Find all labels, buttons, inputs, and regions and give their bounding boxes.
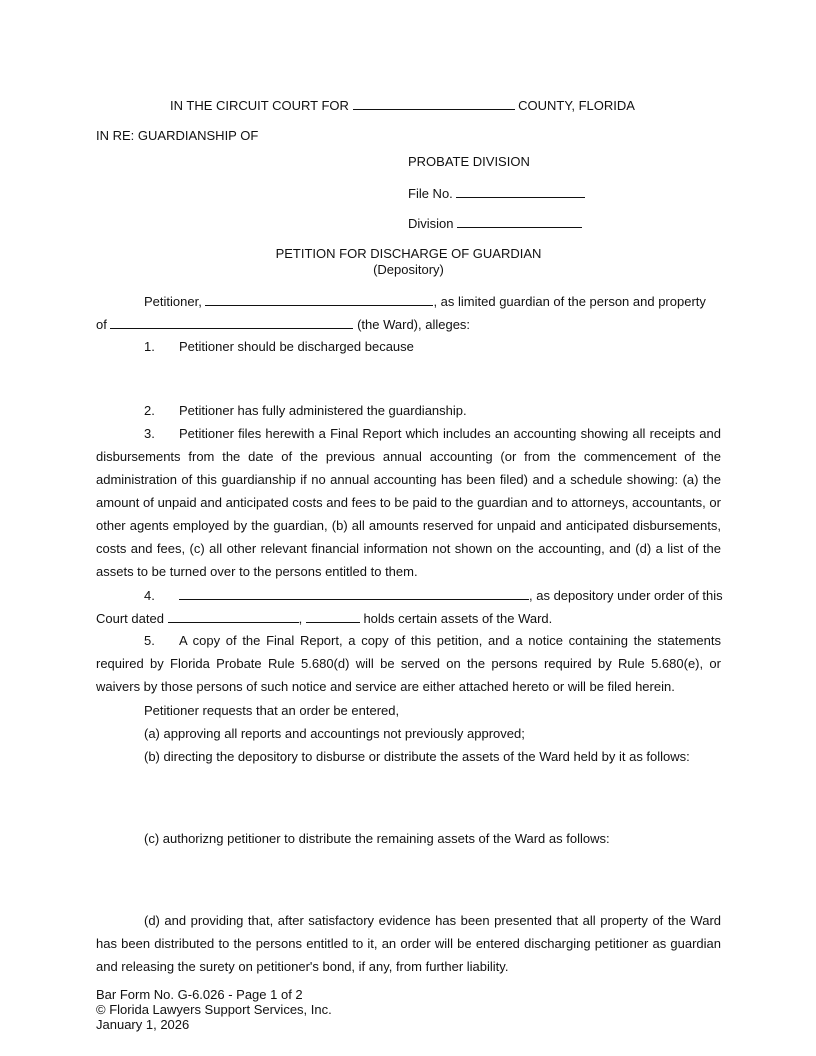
request-c: (c) authorizng petitioner to distribute the remaining assets of the Ward as follows: — [144, 831, 610, 846]
court-prefix: IN THE CIRCUIT COURT FOR — [170, 98, 349, 113]
request-d: (d) and providing that, after satisfactory evidence has been presented that all property of the Ward has been distributed to the persons entitled to it, an order will be entered discharging petitioner as guardian and releasing the surety on petitioner's bond, if any, from further liability. — [96, 913, 721, 974]
item-1-text: Petitioner should be discharged because — [179, 339, 414, 354]
file-no-field — [408, 185, 585, 201]
form-date: January 1, 2026 — [96, 1017, 190, 1032]
as-guardian-text: , as limited guardian of the person and property — [433, 294, 706, 309]
court-dated-label: Court dated — [96, 611, 164, 626]
file-no-blank[interactable] — [456, 185, 585, 198]
item-4-holds-text: holds certain assets of the Ward. — [363, 611, 553, 626]
item-3-text: Petitioner files herewith a Final Report which includes an accounting showing all receipts and disbursements from the date of the previous annual accounting (or from the commencement of the administration of this guardianship if no annual accounting has been filed) and a schedule showing: (a) the amount of unpaid and anticipated costs and fees to be paid to the guardian and to attorneys, accountants, or other agents employed by the guardian, (b) all amounts reserved for unpaid and anticipated disbursements, costs and fees, (c) all other relevant financial information not shown on the accounting, and (d) a list of the assets to be turned over to the persons entitled to them. — [96, 426, 721, 579]
item-5-text: A copy of the Final Report, a copy of this petition, and a notice containing the statements required by Florida Probate Rule 5.680(d) will be served on the persons required by Rule 5.680(e), or waivers by those persons of such notice and service are either attached hereto or will be filed herein. — [96, 633, 721, 694]
petitioner-name-blank[interactable] — [205, 293, 433, 306]
petitioner-label: Petitioner, — [144, 294, 202, 309]
copyright-line: © Florida Lawyers Support Services, Inc. — [96, 1002, 332, 1017]
item-3-number: 3. — [144, 426, 155, 441]
item-2 — [144, 403, 467, 418]
file-no-label: File No. — [408, 186, 453, 201]
in-re-label: IN RE: GUARDIANSHIP OF — [96, 128, 259, 143]
county-blank[interactable] — [353, 97, 515, 110]
request-b: (b) directing the depository to disburse or distribute the assets of the Ward held by it as follows: — [144, 749, 690, 764]
form-number: Bar Form No. G-6.026 - Page 1 of 2 — [96, 987, 303, 1002]
item-1 — [144, 339, 414, 354]
item-4-depository-text: , as depository under order of this — [529, 588, 723, 603]
petitioner-line — [144, 293, 706, 309]
order-year-blank[interactable] — [306, 610, 360, 623]
requests-intro: Petitioner requests that an order be entered, — [144, 703, 400, 718]
item-2-text: Petitioner has fully administered the guardianship. — [179, 403, 467, 418]
document-title — [96, 246, 721, 278]
of-label: of — [96, 317, 107, 332]
item-4-line2 — [96, 610, 552, 626]
form-footer — [96, 987, 332, 1032]
order-date-blank[interactable] — [168, 610, 299, 623]
item-2-number: 2. — [144, 403, 155, 418]
item-4-number: 4. — [144, 588, 155, 603]
item-4-line1 — [144, 587, 723, 603]
division-field — [408, 215, 582, 231]
ward-name-blank[interactable] — [110, 316, 353, 329]
item-3 — [96, 422, 721, 583]
depository-name-blank[interactable] — [179, 587, 529, 600]
ward-text: (the Ward), alleges: — [357, 317, 471, 332]
ward-line — [96, 316, 470, 332]
court-caption — [170, 97, 635, 113]
item-5 — [96, 629, 721, 698]
item-5-number: 5. — [144, 633, 155, 648]
court-suffix: COUNTY, FLORIDA — [518, 98, 635, 113]
item-4-comma: , — [298, 611, 303, 626]
request-a: (a) approving all reports and accountings not previously approved; — [144, 726, 525, 741]
division-blank[interactable] — [457, 215, 582, 228]
division-label: Division — [408, 216, 454, 231]
title-main: PETITION FOR DISCHARGE OF GUARDIAN — [275, 246, 542, 261]
title-sub: (Depository) — [373, 262, 444, 277]
item-1-number: 1. — [144, 339, 155, 354]
division-name: PROBATE DIVISION — [408, 154, 530, 169]
